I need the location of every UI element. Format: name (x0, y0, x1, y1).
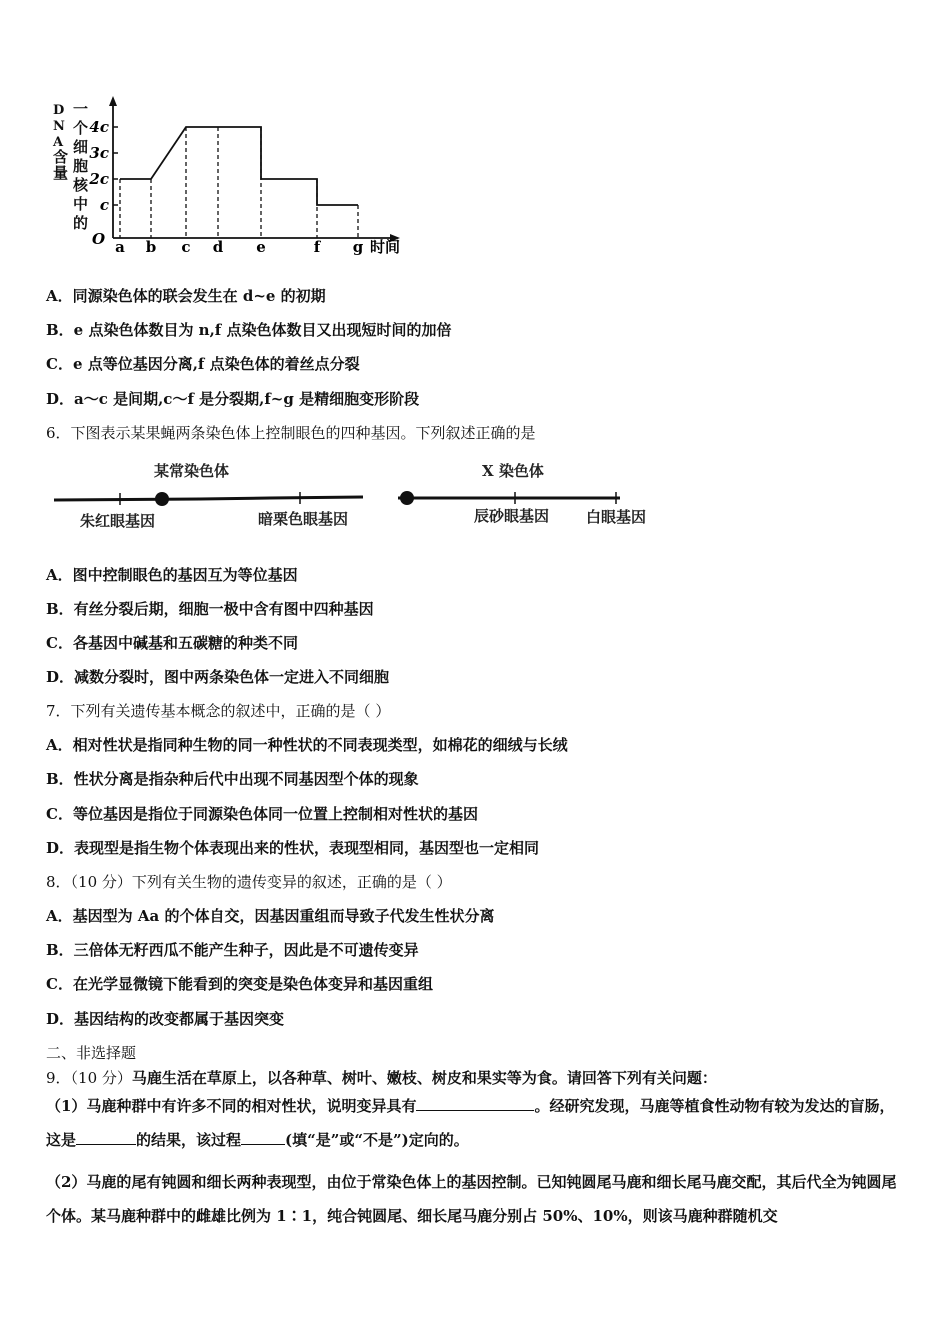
x-tick-label: e (256, 238, 266, 256)
q8-score: 8．（10 分） (46, 873, 132, 891)
x-tick-label: f (313, 238, 321, 256)
answer-blank-1[interactable] (416, 1094, 534, 1111)
q8-option-d: D．基因结构的改变都属于基因突变 (46, 1010, 285, 1028)
q9-part2: （2）马鹿的尾有钝圆和细长两种表现型，由位于常染色体上的基因控制。已知钝圆尾马鹿和细长尾马鹿交配，其后代全为钝圆尾个体。某马鹿种群中的雌雄比例为 1∶1，纯合钝圆尾、细长尾马鹿分别占 50%、10%，则该马鹿种群随机交 (46, 1173, 897, 1225)
q9-part1-text-d: (填“是”或“不是”)定向的。 (285, 1131, 469, 1149)
autosome-line (54, 497, 363, 500)
q8-stem-text: 下列有关生物的遗传变异的叙述，正确的是（ ） (131, 873, 452, 891)
q8-option-a: A．基因型为 Aa 的个体自交，因基因重组而导致子代发生性状分离 (46, 907, 495, 925)
q9-part1-text-c: 的结果，该过程 (136, 1131, 242, 1149)
q5-option-d: D．a～c 是间期,c～f 是分裂期,f~g 是精细胞变形阶段 (46, 390, 420, 408)
q6-option-a: A．图中控制眼色的基因互为等位基因 (46, 566, 298, 584)
q5-option-b: B．e 点染色体数目为 n,f 点染色体数目又出现短时间的加倍 (46, 321, 452, 339)
q9-score: 9．（10 分） (46, 1069, 132, 1087)
gene-label-vermilion: 朱红眼基因 (80, 512, 156, 530)
graph-x-label: 时间 (370, 238, 401, 256)
answer-blank-3[interactable] (241, 1128, 285, 1145)
gene-label-cinnabar: 辰砂眼基因 (474, 507, 550, 525)
section-heading: 二、非选择题 (46, 1044, 137, 1062)
q9-part1-text-a: （1）马鹿种群中有许多不同的相对性状，说明变异具有 (46, 1097, 417, 1115)
autosome-label: 某常染色体 (154, 462, 230, 480)
x-chromosome-centromere (400, 491, 414, 505)
y-tick-label: 4c (89, 118, 109, 136)
q9-part1-text-b: 。经研究发现，马鹿等植食性动物有较为发达的盲肠，这是 (46, 1097, 895, 1149)
q6-option-d: D．减数分裂时，图中两条染色体一定进入不同细胞 (46, 668, 390, 686)
gene-label-dark-chestnut: 暗栗色眼基因 (258, 510, 349, 528)
q7-option-b: B．性状分离是指杂种后代中出现不同基因型个体的现象 (46, 770, 419, 788)
x-tick-label: g (352, 238, 364, 256)
q8-stem (46, 872, 452, 892)
answer-blank-2[interactable] (76, 1128, 136, 1145)
q7-option-a: A．相对性状是指同种生物的同一种性状的不同表现类型，如棉花的细绒与长绒 (46, 736, 568, 754)
q6-option-b: B．有丝分裂后期，细胞一极中含有图中四种基因 (46, 600, 374, 618)
q7-option-c: C．等位基因是指位于同源染色体同一位置上控制相对性状的基因 (46, 805, 478, 823)
q7-stem: 7．下列有关遗传基本概念的叙述中，正确的是（ ） (46, 702, 391, 720)
y-tick-label: 2c (89, 170, 109, 188)
q9-part1 (46, 1089, 908, 1157)
x-tick-label: c (181, 238, 191, 256)
graph-y-arrow (109, 96, 117, 106)
q9-stem (46, 1068, 717, 1088)
x-tick-label: b (145, 238, 157, 256)
chromosome-figure (50, 455, 660, 537)
graph-origin: O (92, 230, 106, 248)
dna-curve (120, 127, 358, 205)
q5-option-a: A．同源染色体的联会发生在 d~e 的初期 (46, 287, 326, 305)
autosome-centromere (155, 492, 169, 506)
y-tick-label: 3c (89, 144, 109, 162)
gene-label-white: 白眼基因 (586, 508, 647, 526)
q8-option-b: B．三倍体无籽西瓜不能产生种子，因此是不可遗传变异 (46, 941, 419, 959)
graph-y-label: 一个细胞核中的D N A 含量 (53, 100, 89, 232)
q6-option-c: C．各基因中碱基和五碳糖的种类不同 (46, 634, 298, 652)
q6-stem: 6．下图表示某果蝇两条染色体上控制眼色的四种基因。下列叙述正确的是 (46, 424, 536, 442)
q8-option-c: C．在光学显微镜下能看到的突变是染色体变异和基因重组 (46, 975, 433, 993)
x-chromosome-label: X 染色体 (482, 462, 544, 480)
q5-option-c: C．e 点等位基因分离,f 点染色体的着丝点分裂 (46, 355, 360, 373)
q9-stem-text: 马鹿生活在草原上，以各种草、树叶、嫩枝、树皮和果实等为食。请回答下列有关问题： (131, 1069, 717, 1087)
q7-option-d: D．表现型是指生物个体表现出来的性状，表现型相同，基因型也一定相同 (46, 839, 540, 857)
x-tick-label: a (115, 238, 125, 256)
x-tick-label: d (212, 238, 224, 256)
y-tick-label: c (99, 196, 109, 214)
dna-content-graph (40, 92, 420, 267)
